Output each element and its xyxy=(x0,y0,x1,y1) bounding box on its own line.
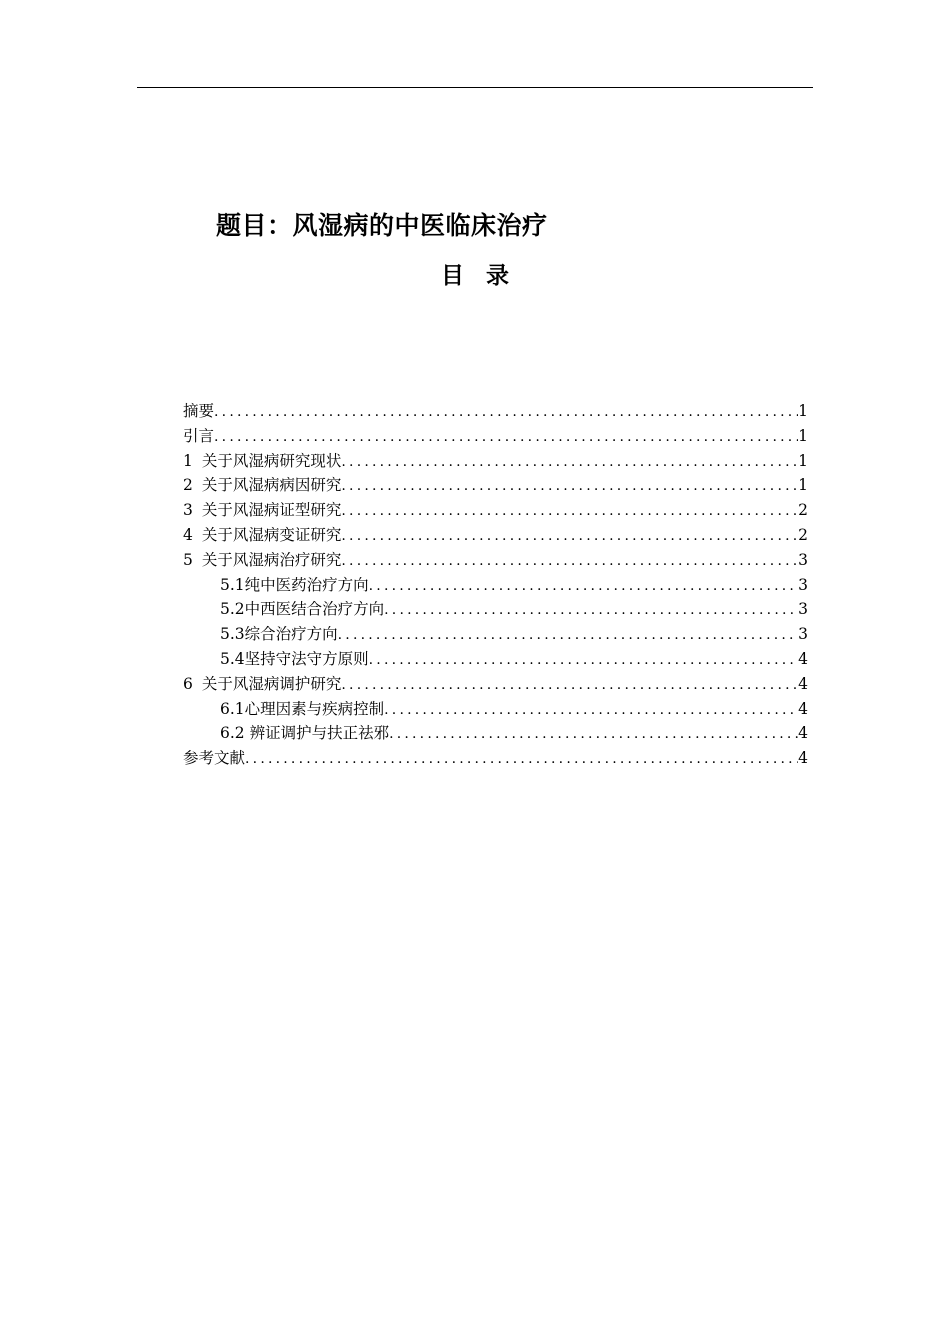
toc-leader-dots xyxy=(338,623,798,647)
toc-leader-dots xyxy=(341,549,798,573)
toc-subentry[interactable] xyxy=(183,573,808,598)
toc-entry-text: 5.2中西医结合治疗方向 xyxy=(220,600,385,619)
toc-entry-text xyxy=(183,449,341,474)
toc-page-number: 3 xyxy=(798,575,808,594)
toc-page-number: 1 xyxy=(798,426,808,445)
toc-leader-dots xyxy=(341,474,798,498)
toc-leader-dots xyxy=(341,524,798,548)
toc-entry-text: 摘要 xyxy=(183,402,215,420)
toc-leader-dots xyxy=(369,574,798,598)
toc-page-number: 1 xyxy=(798,476,808,495)
toc-page-number: 4 xyxy=(798,724,808,743)
toc-page-number: 2 xyxy=(798,501,808,520)
toc-section-number: 2 xyxy=(183,476,193,495)
toc-subentry[interactable] xyxy=(183,647,808,672)
toc-subentry[interactable] xyxy=(183,622,808,647)
toc-page-number: 1 xyxy=(798,451,808,470)
toc-section-title: 关于风湿病研究现状 xyxy=(201,451,342,470)
toc-entry-text: 5.3综合治疗方向 xyxy=(220,625,338,644)
document-title: 题目：风湿病的中医临床治疗 xyxy=(216,211,548,240)
toc-section-number: 6 xyxy=(183,674,193,693)
header-rule xyxy=(137,87,813,88)
toc-entry-text: 参考文献 xyxy=(183,749,246,768)
toc-page-number: 2 xyxy=(798,525,808,544)
toc-page-number: 4 xyxy=(798,649,808,668)
toc-section-title: 关于风湿病变证研究 xyxy=(201,525,342,544)
toc-section-number: 4 xyxy=(183,525,193,544)
toc-entry-text xyxy=(183,473,341,498)
toc-section-title: 关于风湿病调护研究 xyxy=(201,674,342,693)
toc-subentry[interactable] xyxy=(183,721,808,746)
toc-page-number: 4 xyxy=(798,674,808,693)
toc-section-number: 5 xyxy=(183,550,193,569)
toc-entry[interactable] xyxy=(183,746,808,771)
toc-subentry[interactable] xyxy=(183,697,808,722)
toc-leader-dots xyxy=(341,450,798,474)
table-of-contents xyxy=(183,399,808,771)
toc-page-number: 3 xyxy=(798,550,808,569)
toc-entry[interactable] xyxy=(183,399,808,424)
toc-entry-text: 引言 xyxy=(183,426,215,445)
toc-subentry[interactable] xyxy=(183,597,808,622)
toc-leader-dots xyxy=(214,425,798,449)
toc-leader-dots xyxy=(341,499,798,523)
toc-entry[interactable] xyxy=(183,548,808,573)
toc-leader-dots xyxy=(369,648,798,672)
toc-section-number: 3 xyxy=(183,501,193,520)
toc-page-number: 4 xyxy=(798,749,808,768)
toc-page-number: 3 xyxy=(798,600,808,619)
toc-heading: 目录 xyxy=(441,263,531,289)
toc-entry[interactable] xyxy=(183,473,808,498)
toc-entry[interactable] xyxy=(183,672,808,697)
toc-entry[interactable] xyxy=(183,523,808,548)
toc-leader-dots xyxy=(245,747,798,771)
toc-entry[interactable] xyxy=(183,498,808,523)
toc-leader-dots xyxy=(389,722,798,746)
toc-entry[interactable] xyxy=(183,449,808,474)
toc-entry-text xyxy=(183,672,341,697)
toc-entry-text: 6.2 辨证调护与扶正祛邪 xyxy=(220,724,390,743)
toc-entry-text xyxy=(183,498,341,523)
toc-entry[interactable] xyxy=(183,424,808,449)
toc-section-number: 1 xyxy=(183,451,193,470)
toc-entry-text: 5.1纯中医药治疗方向 xyxy=(220,575,369,594)
toc-section-title: 关于风湿病病因研究 xyxy=(201,476,342,495)
toc-section-title: 关于风湿病治疗研究 xyxy=(201,550,342,569)
toc-leader-dots xyxy=(341,673,798,697)
toc-entry-text: 6.1心理因素与疾病控制 xyxy=(220,699,385,718)
toc-entry-text xyxy=(183,523,341,548)
toc-page-number: 1 xyxy=(798,402,808,420)
toc-page-number: 3 xyxy=(798,625,808,644)
toc-leader-dots xyxy=(384,598,798,622)
toc-entry-text: 5.4坚持守法守方原则 xyxy=(220,649,369,668)
toc-leader-dots xyxy=(214,400,798,424)
toc-leader-dots xyxy=(384,698,798,722)
toc-entry-text xyxy=(183,548,341,573)
toc-page-number: 4 xyxy=(798,699,808,718)
toc-section-title: 关于风湿病证型研究 xyxy=(201,501,342,520)
